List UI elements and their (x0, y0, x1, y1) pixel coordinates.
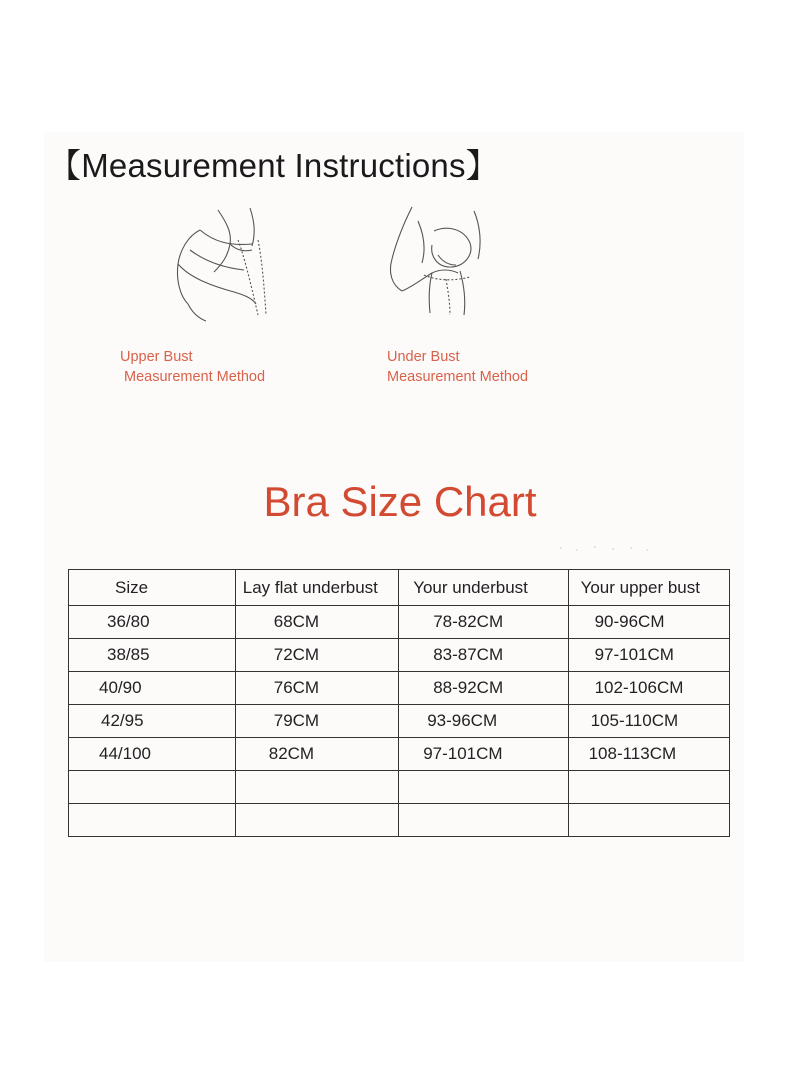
header-lay-flat-underbust: Lay flat underbust (235, 570, 398, 606)
cell-size: 40/90 (69, 672, 236, 705)
cell-upper-bust: 105-110CM (568, 705, 729, 738)
under-bust-caption (387, 347, 528, 387)
cell-underbust: 88-92CM (399, 672, 568, 705)
cell-underbust: 78-82CM (399, 606, 568, 639)
cell-lay-flat: 68CM (235, 606, 398, 639)
header-your-underbust: Your underbust (399, 570, 568, 606)
cell-upper-bust (568, 804, 729, 837)
table-row (69, 804, 730, 837)
chart-title: Bra Size Chart (263, 478, 537, 525)
header-your-upper-bust: Your upper bust (568, 570, 729, 606)
table-row (69, 771, 730, 804)
cell-upper-bust: 90-96CM (568, 606, 729, 639)
upper-bust-caption-line2: Measurement Method (124, 369, 266, 385)
upper-bust-measure-illustration (160, 200, 290, 325)
size-table (68, 569, 730, 837)
cell-lay-flat (235, 804, 398, 837)
cell-lay-flat: 72CM (235, 639, 398, 672)
decorative-dots (555, 540, 655, 556)
table-row (69, 606, 730, 639)
table-row (69, 639, 730, 672)
cell-size: 42/95 (69, 705, 236, 738)
cell-upper-bust (568, 771, 729, 804)
header-size: Size (69, 570, 236, 606)
table-row (69, 705, 730, 738)
cell-lay-flat: 79CM (235, 705, 398, 738)
cell-size (69, 804, 236, 837)
table-header-row (69, 570, 730, 606)
cell-lay-flat (235, 771, 398, 804)
cell-size (69, 771, 236, 804)
cell-underbust: 93-96CM (399, 705, 568, 738)
cell-underbust: 97-101CM (399, 738, 568, 771)
cell-lay-flat: 82CM (235, 738, 398, 771)
page-title: 【Measurement Instructions】 (48, 147, 499, 184)
cell-upper-bust: 108-113CM (568, 738, 729, 771)
cell-underbust: 83-87CM (399, 639, 568, 672)
cell-size: 36/80 (69, 606, 236, 639)
cell-size: 38/85 (69, 639, 236, 672)
upper-bust-caption-line1: Upper Bust (120, 349, 193, 365)
upper-bust-caption (120, 347, 265, 387)
under-bust-caption-line2: Measurement Method (387, 369, 529, 385)
table-row (69, 672, 730, 705)
table-row (69, 738, 730, 771)
cell-underbust (399, 804, 568, 837)
cell-upper-bust: 102-106CM (568, 672, 729, 705)
cell-lay-flat: 76CM (235, 672, 398, 705)
cell-size: 44/100 (69, 738, 236, 771)
cell-underbust (399, 771, 568, 804)
cell-upper-bust: 97-101CM (568, 639, 729, 672)
under-bust-measure-illustration (378, 195, 508, 320)
under-bust-caption-line1: Under Bust (387, 349, 460, 365)
